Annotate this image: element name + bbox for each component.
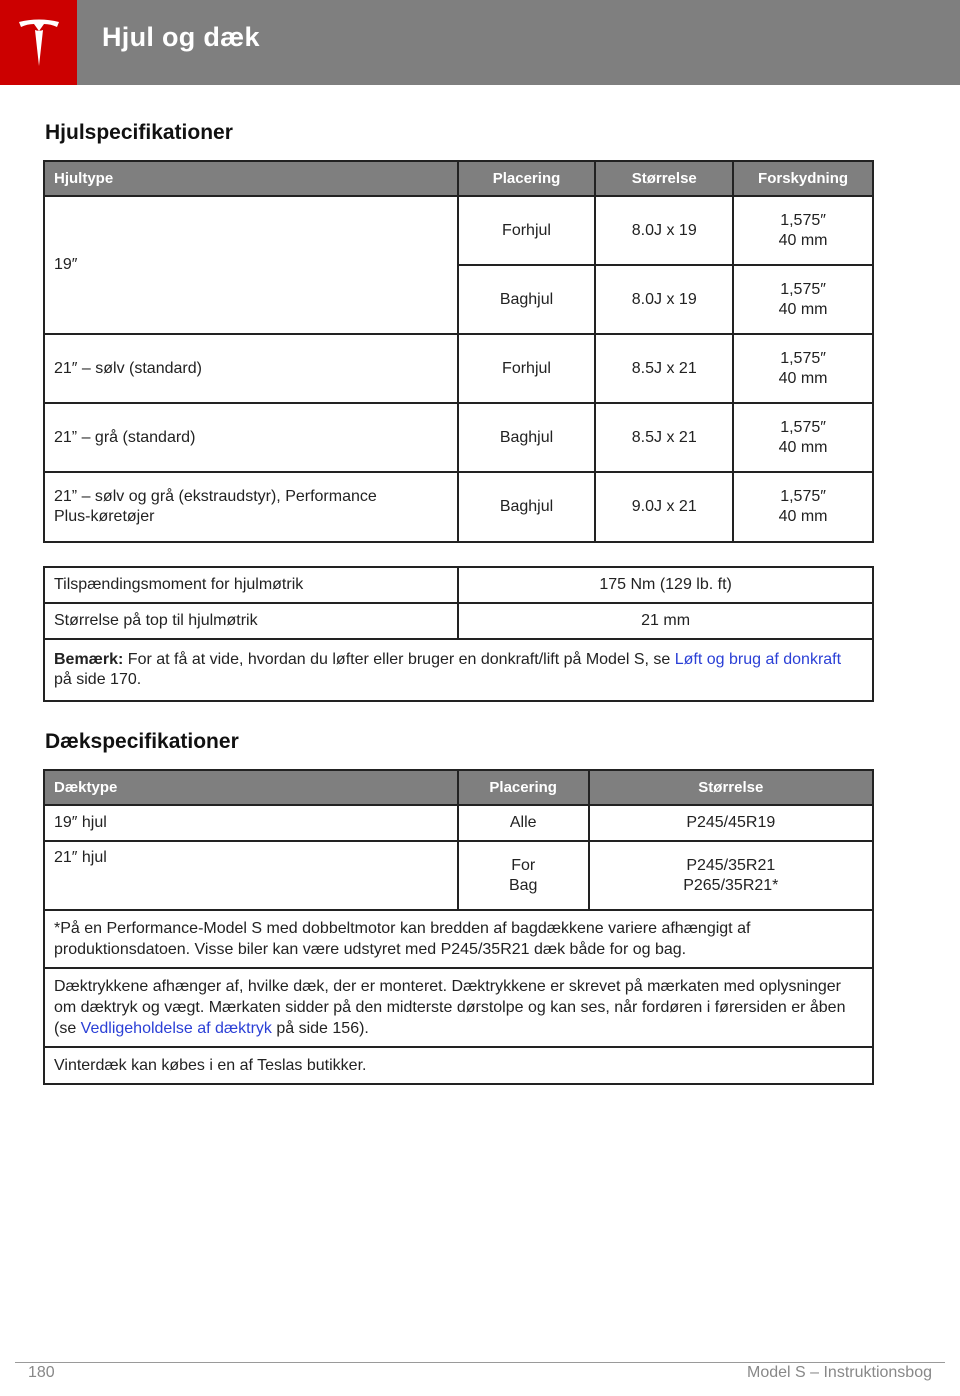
offset-cell: [733, 403, 873, 472]
offset-cell: [733, 472, 873, 542]
lug-nut-table: [43, 566, 874, 702]
manual-title: Model S – Instruktionsbog: [747, 1364, 932, 1381]
size-cell: 8.5J x 21: [595, 334, 733, 403]
offset-mm: 40 mm: [778, 508, 828, 525]
size-cell: 8.0J x 19: [595, 265, 733, 334]
offset-inches: 1,575″: [780, 418, 826, 436]
offset-mm: 40 mm: [778, 369, 828, 387]
wheel-type-line: 21” – sølv og grå (ekstraudstyr), Performance: [54, 488, 377, 505]
offset-mm: 40 mm: [778, 300, 828, 318]
offset-inches: 1,575″: [780, 349, 826, 367]
tire-type-cell: 19″ hjul: [44, 805, 458, 841]
offset-mm: 40 mm: [778, 231, 828, 249]
wheel-spec-heading: Hjulspecifikationer: [45, 121, 233, 144]
placement-cell: Alle: [458, 805, 589, 841]
offset-mm: 40 mm: [778, 438, 828, 456]
table-row: [44, 603, 873, 639]
table-row: [44, 403, 873, 472]
column-header: Størrelse: [595, 161, 733, 196]
table-header-row: [44, 161, 873, 196]
table-row: [44, 841, 873, 910]
spec-label: Tilspændingsmoment for hjulmøtrik: [44, 567, 458, 603]
tesla-logo-icon: [16, 18, 62, 68]
table-row: [44, 805, 873, 841]
footnote-row: [44, 910, 873, 968]
column-header: Forskydning: [733, 161, 873, 196]
placement-cell: [458, 841, 589, 910]
offset-cell: [733, 196, 873, 265]
size-line: P245/35R21: [686, 856, 776, 874]
placement-cell: Baghjul: [458, 403, 596, 472]
note-text: For at få at vide, hvordan du løfter eller bruger en donkraft/lift på Model S, se: [123, 651, 675, 668]
wheel-type-cell: 21” – grå (standard): [44, 403, 458, 472]
placement-line: Bag: [508, 876, 538, 894]
table-row: [44, 472, 873, 542]
tire-pressure-link[interactable]: Vedligeholdelse af dæktryk: [80, 1020, 272, 1037]
note-cell: [44, 639, 873, 701]
size-cell: 8.0J x 19: [595, 196, 733, 265]
offset-cell: [733, 334, 873, 403]
size-cell: 8.5J x 21: [595, 403, 733, 472]
column-header: Hjultype: [44, 161, 458, 196]
spec-value: 21 mm: [458, 603, 873, 639]
spec-label: Størrelse på top til hjulmøtrik: [44, 603, 458, 639]
note-text: Dæktrykkene afhænger af, hvilke dæk, der er monteret. Dæktrykkene er skrevet på mærkaten med oplysninger om dæktryk og vægt. Mærkaten sidder på den midterste dørstolpe og kan ses, når fordøren i førersiden er åben (se: [54, 978, 846, 1037]
placement-cell: Baghjul: [458, 472, 596, 542]
table-row: [44, 334, 873, 403]
offset-cell: [733, 265, 873, 334]
pressure-note-row: [44, 968, 873, 1047]
size-cell: [589, 841, 873, 910]
tire-spec-heading: Dækspecifikationer: [45, 730, 239, 753]
page-header: [0, 0, 960, 85]
offset-inches: 1,575″: [780, 488, 826, 505]
table-row: [44, 196, 873, 265]
placement-cell: Forhjul: [458, 196, 596, 265]
column-header: Placering: [458, 161, 596, 196]
wheel-spec-table: [43, 160, 874, 543]
footnote-cell: *På en Performance-Model S med dobbeltmotor kan bredden af bagdækkene variere afhængigt af produktionsdatoen. Visse biler kan være udstyret med P245/35R21 dæk både for og bag.: [44, 910, 873, 968]
wheel-type-cell: 19″: [44, 196, 458, 334]
winter-note-row: [44, 1047, 873, 1084]
column-header: Størrelse: [589, 770, 873, 805]
spec-value: 175 Nm (129 lb. ft): [458, 567, 873, 603]
note-text: på side 170.: [54, 671, 142, 688]
page-number: 180: [28, 1364, 55, 1381]
column-header: Placering: [458, 770, 589, 805]
placement-cell: Forhjul: [458, 334, 596, 403]
size-cell: P245/45R19: [589, 805, 873, 841]
size-line: P265/35R21*: [683, 876, 779, 894]
winter-note-cell: Vinterdæk kan købes i en af Teslas butikker.: [44, 1047, 873, 1084]
pressure-note-cell: [44, 968, 873, 1047]
size-cell: 9.0J x 21: [595, 472, 733, 542]
table-row: [44, 567, 873, 603]
wheel-type-line: Plus-køretøjer: [54, 508, 155, 525]
column-header: Dæktype: [44, 770, 458, 805]
offset-inches: 1,575″: [780, 280, 826, 298]
logo-badge: [0, 0, 77, 85]
tire-type-cell: 21″ hjul: [44, 841, 458, 910]
note-text: på side 156).: [271, 1020, 369, 1037]
placement-line: For: [511, 856, 536, 874]
offset-inches: 1,575″: [780, 211, 826, 229]
page-title: Hjul og dæk: [102, 22, 260, 52]
tire-spec-table: [43, 769, 874, 1085]
footer-divider: [15, 1362, 945, 1363]
wheel-type-cell: [44, 472, 458, 542]
wheel-type-cell: 21″ – sølv (standard): [44, 334, 458, 403]
note-label: Bemærk:: [54, 651, 124, 668]
table-header-row: [44, 770, 873, 805]
note-row: [44, 639, 873, 701]
placement-cell: Baghjul: [458, 265, 596, 334]
jacking-link[interactable]: Løft og brug af donkraft: [674, 651, 842, 668]
